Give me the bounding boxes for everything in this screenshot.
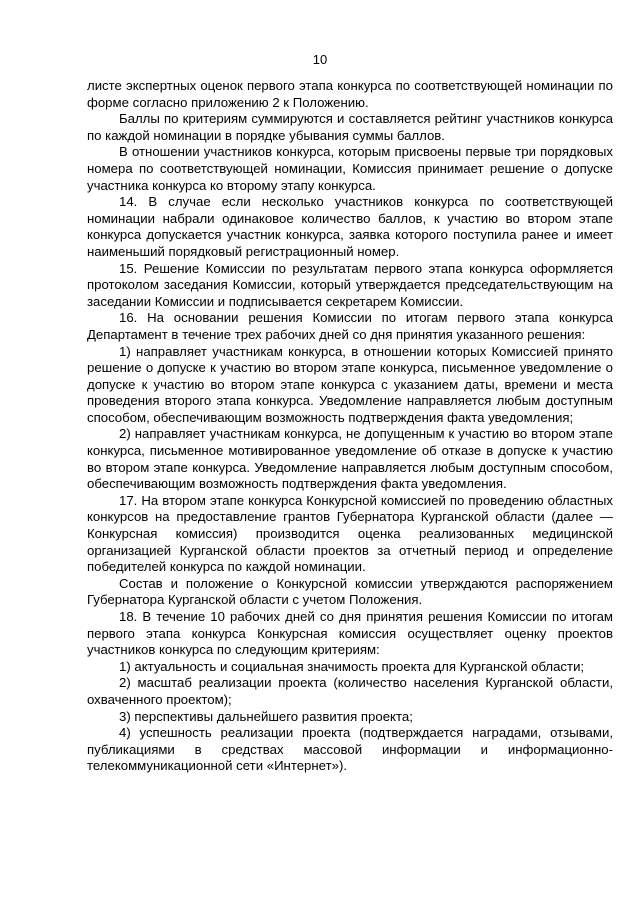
paragraph-item-16-2: 2) направляет участникам конкурса, не допущенным к участию во втором этапе конкурса, письменное мотивированное уведомление об отказе в допуске к участию во втором этапе конкурса. Уведомление направляется любым доступным способом, обеспечивающим возможность подтверждения факта уведомления. <box>87 426 613 492</box>
paragraph-criterion-3: 3) перспективы дальнейшего развития проекта; <box>119 708 413 724</box>
paragraph-continuation: листе экспертных оценок первого этапа конкурса по соответствующей номинации по форме согласно приложению 2 к Положению. <box>87 78 613 110</box>
page-number: 10 <box>312 52 328 67</box>
paragraph-item-18: 18. В течение 10 рабочих дней со дня принятия решения Комиссии по итогам первого этапа конкурса Конкурсная комиссия осуществляет оценку проектов участников конкурса по следующим критериям: <box>87 609 613 658</box>
paragraph-item-14: 14. В случае если несколько участников конкурса по соответствующей номинации набрали одинаковое количество баллов, к участию во втором этапе конкурса допускается участник конкурса, заявка которого поступила ранее и имеет наименьший порядковый регистрационный номер. <box>87 194 613 259</box>
paragraph-item-16: 16. На основании решения Комиссии по итогам первого этапа конкурса Департамент в течение трех рабочих дней со дня принятия указанного решения: <box>87 310 613 342</box>
paragraph-item-15: 15. Решение Комиссии по результатам первого этапа конкурса оформляется протоколом заседания Комиссии, который утверждается председательствующим на заседании Комиссии и подписывается секретарем Комиссии. <box>87 260 613 309</box>
paragraph-criterion-1: 1) актуальность и социальная значимость проекта для Курганской области; <box>119 658 585 674</box>
paragraph-criterion-4: 4) успешность реализации проекта (подтверждается наградами, отзывами, публикациями в средствах массовой информации и информационно-телекоммуникационной сети «Интернет»). <box>87 725 613 774</box>
paragraph-criterion-2: 2) масштаб реализации проекта (количество населения Курганской области, охваченного проектом); <box>87 675 613 707</box>
document-body <box>87 78 613 775</box>
paragraph-commission-composition: Состав и положение о Конкурсной комиссии утверждаются распоряжением Губернатора Курганской области с учетом Положения. <box>87 575 613 608</box>
paragraph-scoring-sum: Баллы по критериям суммируются и составляется рейтинг участников конкурса по каждой номинации в порядке убывания суммы баллов. <box>87 111 613 143</box>
paragraph-item-16-1: 1) направляет участникам конкурса, в отношении которых Комиссией принято решение о допуске к участию во втором этапе конкурса, письменное уведомление о допуске к участию во втором этапе конкурса с указанием даты, времени и места проведения второго этапа конкурса. Уведомление направляется любым доступным способом, обеспечивающим возможность подтверждения факта уведомления; <box>87 343 613 425</box>
paragraph-top-three: В отношении участников конкурса, которым присвоены первые три порядковых номера по соответствующей номинации, Комиссия принимает решение о допуске участника конкурса ко второму этапу конкурса. <box>87 144 613 193</box>
paragraph-item-17: 17. На втором этапе конкурса Конкурсной комиссией по проведению областных конкурсов на предоставление грантов Губернатора Курганской области (далее — Конкурсная комиссия) производится оценка реализованных медицинской организацией Курганской области проектов за отчетный период и определение победителей конкурса по каждой номинации. <box>87 492 613 575</box>
